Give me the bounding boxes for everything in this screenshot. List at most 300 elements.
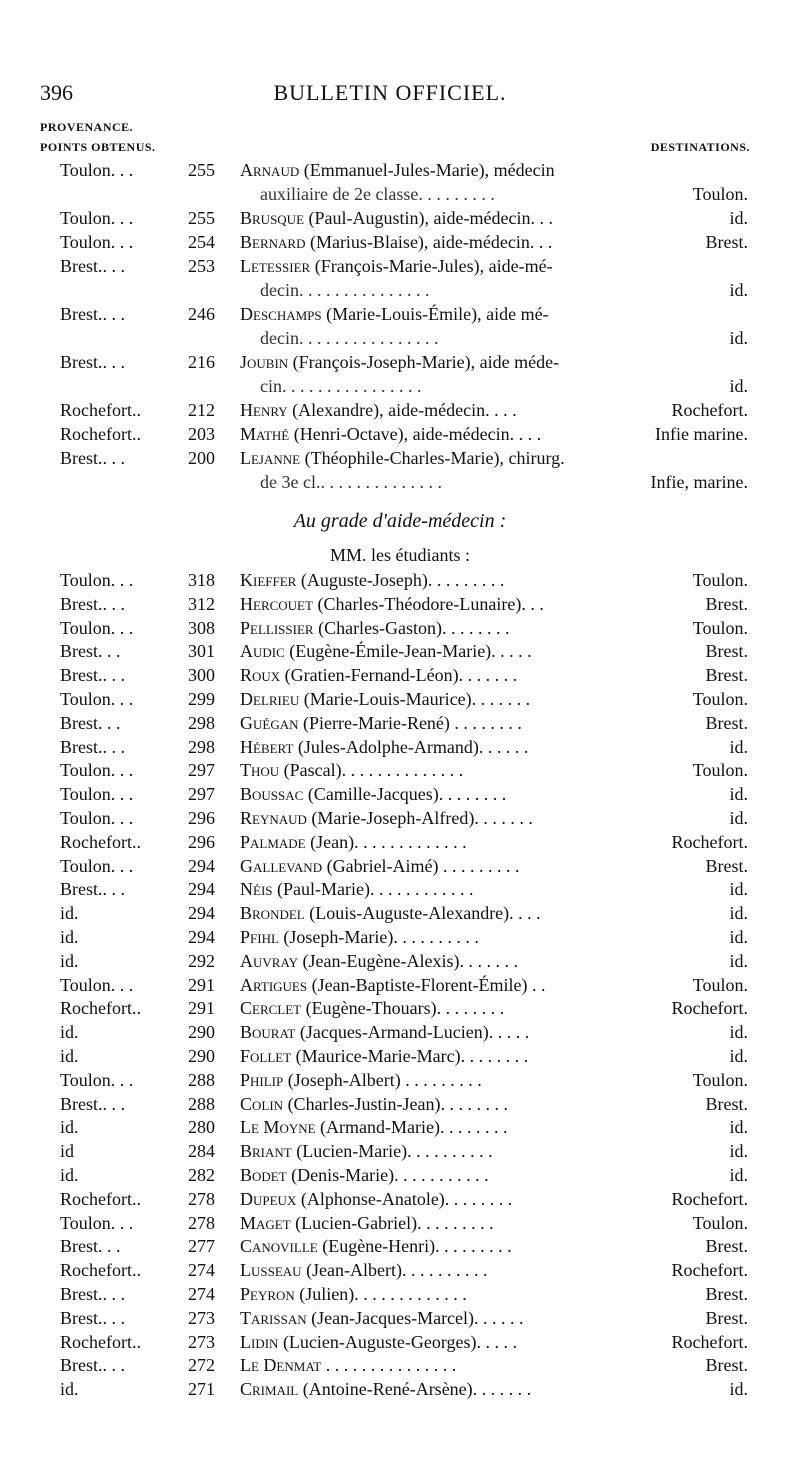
given-names: . . . . . . . . . . . . . . . — [325, 1355, 457, 1375]
points-cell: 280 — [188, 1117, 215, 1137]
provenance-cell: id. — [60, 951, 79, 971]
destination-cell: id. — [729, 1022, 748, 1042]
surname: Cerclet — [240, 998, 302, 1018]
entry-row — [0, 208, 800, 232]
provenance-cell: Brest.. . . — [60, 594, 125, 614]
given-names: (Joseph-Marie). . . . . . . . . . — [283, 927, 479, 947]
points-cell: 255 — [188, 160, 215, 180]
provenance-cell: Toulon. . . — [60, 808, 134, 828]
destination-cell: id. — [729, 1379, 748, 1399]
destinations-header: DESTINATIONS. — [650, 140, 750, 154]
given-names: (Pascal). . . . . . . . . . . . . . — [283, 760, 464, 780]
surname: Palmade — [240, 832, 306, 852]
given-names: (Emmanuel-Jules-Marie), médecin — [303, 160, 555, 180]
points-cell: 291 — [188, 975, 215, 995]
given-names: (Théophile-Charles-Marie), chirurg. — [304, 448, 565, 468]
points-cell: 271 — [188, 1379, 215, 1399]
student-row — [0, 998, 800, 1022]
destination-cell: id. — [729, 1117, 748, 1137]
given-names: (Joseph-Albert) . . . . . . . . . — [287, 1070, 482, 1090]
points-cell: 254 — [188, 232, 215, 252]
student-row — [0, 856, 800, 880]
destination-cell: Toulon. — [692, 570, 748, 590]
surname: Artigues — [240, 975, 308, 995]
destination-cell: id. — [729, 903, 748, 923]
surname: Peyron — [240, 1284, 295, 1304]
given-names: (Jean-Jacques-Marcel). . . . . . — [311, 1308, 524, 1328]
surname: Briant — [240, 1141, 292, 1161]
name-cell — [240, 927, 479, 948]
surname: Lejanne — [240, 448, 301, 468]
name-cell — [240, 1141, 493, 1162]
points-cell: 292 — [188, 951, 215, 971]
destination-cell: id. — [729, 879, 748, 899]
points-cell: 273 — [188, 1308, 215, 1328]
destination-cell: Rochefort. — [671, 400, 748, 420]
surname: Kieffer — [240, 570, 297, 590]
given-names: (François-Joseph-Marie), aide méde- — [292, 352, 560, 372]
student-row — [0, 832, 800, 856]
name-cell — [240, 256, 553, 277]
name-cell — [240, 760, 463, 781]
student-row — [0, 1308, 800, 1332]
surname: Philip — [240, 1070, 284, 1090]
given-names: (Alexandre), aide-médecin. . . . — [292, 400, 517, 420]
provenance-cell: Toulon. . . — [60, 618, 134, 638]
name-cell — [240, 903, 541, 924]
student-row — [0, 879, 800, 903]
given-names: (Louis-Auguste-Alexandre). . . . — [309, 903, 541, 923]
entry-row — [0, 400, 800, 424]
name-cell — [240, 808, 533, 829]
provenance-cell: id. — [60, 1379, 79, 1399]
given-names: (Denis-Marie). . . . . . . . . . . — [291, 1165, 489, 1185]
provenance-cell: id. — [60, 1022, 79, 1042]
section-subheading: Au grade d'aide-médecin : — [293, 510, 507, 532]
points-cell: 284 — [188, 1141, 215, 1161]
surname: Pfihl — [240, 927, 279, 947]
surname: Delrieu — [240, 689, 300, 709]
surname: Néis — [240, 879, 273, 899]
surname: Thou — [240, 760, 280, 780]
student-row — [0, 1213, 800, 1237]
destination-cell: Toulon. — [692, 1213, 748, 1233]
student-row — [0, 1165, 800, 1189]
given-names: (Eugène-Émile-Jean-Marie). . . . . — [289, 641, 532, 661]
points-cell: 200 — [188, 448, 215, 468]
continuation-text: cin. . . . . . . . . . . . . . . . — [260, 376, 422, 396]
points-cell: 290 — [188, 1022, 215, 1042]
destination-cell: Brest. — [705, 1094, 748, 1114]
surname: Guégan — [240, 713, 299, 733]
surname: Hébert — [240, 737, 294, 757]
surname: Audic — [240, 641, 285, 661]
destination-cell: id. — [729, 808, 748, 828]
entry-continuation — [0, 376, 800, 400]
given-names: (Marie-Louis-Émile), aide mé- — [326, 304, 549, 324]
surname: Dupeux — [240, 1189, 297, 1209]
student-row — [0, 618, 800, 642]
points-cell: 255 — [188, 208, 215, 228]
given-names: (Marie-Joseph-Alfred). . . . . . . — [311, 808, 533, 828]
points-cell: 294 — [188, 879, 215, 899]
provenance-cell: Brest.. . . — [60, 665, 125, 685]
destination-cell: id. — [729, 1046, 748, 1066]
provenance-cell: Toulon. . . — [60, 784, 134, 804]
surname: Lusseau — [240, 1260, 302, 1280]
surname: Le Moyne — [240, 1117, 316, 1137]
entry-row — [0, 424, 800, 448]
entry-row — [0, 232, 800, 256]
surname: Le Denmat — [240, 1355, 322, 1375]
student-row — [0, 641, 800, 665]
points-cell: 294 — [188, 927, 215, 947]
name-cell — [240, 424, 541, 445]
points-cell: 274 — [188, 1284, 215, 1304]
destination-cell: id. — [729, 951, 748, 971]
student-row — [0, 784, 800, 808]
given-names: (Antoine-René-Arsène). . . . . . . — [302, 1379, 532, 1399]
student-row — [0, 927, 800, 951]
points-cell: 290 — [188, 1046, 215, 1066]
surname: Boussac — [240, 784, 304, 804]
points-cell: 318 — [188, 570, 215, 590]
student-row — [0, 1070, 800, 1094]
name-cell — [240, 232, 552, 253]
destination-cell: Brest. — [705, 1355, 748, 1375]
provenance-cell: id. — [60, 1117, 79, 1137]
given-names: (Paul-Augustin), aide-médecin. . . — [308, 208, 553, 228]
continuation-text: auxiliaire de 2e classe. . . . . . . . . — [260, 184, 495, 204]
destination-cell: Infie, marine. — [650, 472, 748, 492]
student-row — [0, 1236, 800, 1260]
name-cell — [240, 713, 522, 734]
points-cell: 308 — [188, 618, 215, 638]
given-names: (Lucien-Gabriel). . . . . . . . . — [295, 1213, 494, 1233]
surname: Lidin — [240, 1332, 279, 1352]
points-cell: 203 — [188, 424, 215, 444]
provenance-cell: Rochefort.. — [60, 1332, 141, 1352]
provenance-cell: Brest.. . . — [60, 1308, 125, 1328]
name-cell — [240, 448, 565, 469]
destination-cell: id. — [729, 927, 748, 947]
points-cell: 278 — [188, 1213, 215, 1233]
points-cell: 216 — [188, 352, 215, 372]
surname: Tarissan — [240, 1308, 307, 1328]
given-names: (Auguste-Joseph). . . . . . . . . — [300, 570, 505, 590]
name-cell — [240, 1213, 494, 1234]
given-names: (Jean-Eugène-Alexis). . . . . . . — [302, 951, 518, 971]
points-cell: 288 — [188, 1094, 215, 1114]
name-cell — [240, 208, 553, 229]
provenance-cell: Brest.. . . — [60, 1284, 125, 1304]
entry-row — [0, 256, 800, 280]
given-names: (Marius-Blaise), aide-médecin. . . — [309, 232, 553, 252]
provenance-cell: Brest.. . . — [60, 737, 125, 757]
entry-row — [0, 160, 800, 184]
surname: Canoville — [240, 1236, 318, 1256]
provenance-cell: Toulon. . . — [60, 1070, 134, 1090]
given-names: (Henri-Octave), aide-médecin. . . . — [293, 424, 542, 444]
student-row — [0, 1284, 800, 1308]
given-names: (Julien). . . . . . . . . . . . . — [299, 1284, 467, 1304]
student-row — [0, 1332, 800, 1356]
student-row — [0, 1094, 800, 1118]
provenance-cell: Toulon. . . — [60, 856, 134, 876]
destination-cell: Infie marine. — [655, 424, 748, 444]
name-cell — [240, 400, 517, 421]
student-row — [0, 1046, 800, 1070]
provenance-cell: Rochefort.. — [60, 424, 141, 444]
student-row — [0, 903, 800, 927]
surname: Mathé — [240, 424, 290, 444]
provenance-cell: Brest.. . . — [60, 256, 125, 276]
given-names: (Lucien-Marie). . . . . . . . . . — [296, 1141, 493, 1161]
name-cell — [240, 1332, 517, 1353]
name-cell — [240, 1284, 467, 1305]
provenance-cell: Rochefort.. — [60, 998, 141, 1018]
surname: Letessier — [240, 256, 311, 276]
points-cell: 297 — [188, 760, 215, 780]
points-cell: 272 — [188, 1355, 215, 1375]
points-cell: 298 — [188, 737, 215, 757]
given-names: (Jean-Albert). . . . . . . . . . — [306, 1260, 488, 1280]
destination-cell: Brest. — [705, 1308, 748, 1328]
surname: Follet — [240, 1046, 292, 1066]
surname: Pellissier — [240, 618, 314, 638]
entry-row — [0, 352, 800, 376]
student-row — [0, 1189, 800, 1213]
provenance-header: PROVENANCE. — [40, 120, 134, 134]
name-cell — [240, 1236, 512, 1257]
provenance-cell: id. — [60, 1046, 79, 1066]
given-names: (Jean-Baptiste-Florent-Émile) . . — [311, 975, 546, 995]
surname: Bernard — [240, 232, 306, 252]
name-cell — [240, 1070, 482, 1091]
points-cell: 288 — [188, 1070, 215, 1090]
student-row — [0, 1260, 800, 1284]
name-cell — [240, 304, 549, 325]
provenance-cell: Brest. . . — [60, 1236, 121, 1256]
destination-cell: id. — [729, 376, 748, 396]
provenance-cell: id — [60, 1141, 75, 1161]
destination-cell: id. — [729, 280, 748, 300]
surname: Hercouet — [240, 594, 313, 614]
destination-cell: id. — [729, 1141, 748, 1161]
points-cell: 291 — [188, 998, 215, 1018]
points-cell: 277 — [188, 1236, 215, 1256]
page-number: 396 — [40, 80, 73, 105]
entry-continuation — [0, 472, 800, 496]
destination-cell: Rochefort. — [671, 998, 748, 1018]
student-row — [0, 1379, 800, 1403]
points-cell: 278 — [188, 1189, 215, 1209]
destination-cell: Brest. — [705, 641, 748, 661]
page-title: BULLETIN OFFICIEL. — [273, 80, 507, 105]
name-cell — [240, 1046, 528, 1067]
destination-cell: Toulon. — [692, 760, 748, 780]
points-cell: 312 — [188, 594, 215, 614]
destination-cell: Brest. — [705, 713, 748, 733]
name-cell — [240, 998, 504, 1019]
continuation-text: de 3e cl.. . . . . . . . . . . . . . — [260, 472, 442, 492]
points-cell: 282 — [188, 1165, 215, 1185]
given-names: (Jules-Adolphe-Armand). . . . . . — [297, 737, 529, 757]
continuation-text: decin. . . . . . . . . . . . . . . — [260, 280, 430, 300]
destination-cell: Toulon. — [692, 689, 748, 709]
name-cell — [240, 975, 546, 996]
provenance-cell: Rochefort.. — [60, 1260, 141, 1280]
given-names: (Gratien-Fernand-Léon). . . . . . . — [284, 665, 518, 685]
points-cell: 273 — [188, 1332, 215, 1352]
provenance-cell: Brest. . . — [60, 713, 121, 733]
continuation-text: decin. . . . . . . . . . . . . . . . — [260, 328, 439, 348]
entry-continuation — [0, 184, 800, 208]
given-names: (Armand-Marie). . . . . . . . — [320, 1117, 508, 1137]
name-cell — [240, 1022, 529, 1043]
provenance-cell: Brest.. . . — [60, 1355, 125, 1375]
destination-cell: Brest. — [705, 232, 748, 252]
provenance-cell: Brest.. . . — [60, 1094, 125, 1114]
destination-cell: id. — [729, 328, 748, 348]
provenance-cell: Toulon. . . — [60, 975, 134, 995]
given-names: (Camille-Jacques). . . . . . . . — [307, 784, 507, 804]
provenance-cell: Toulon. . . — [60, 160, 134, 180]
student-row — [0, 975, 800, 999]
entry-continuation — [0, 328, 800, 352]
given-names: (Maurice-Marie-Marc). . . . . . . . — [295, 1046, 529, 1066]
destination-cell: id. — [729, 1165, 748, 1185]
name-cell — [240, 570, 504, 591]
provenance-cell: Brest.. . . — [60, 879, 125, 899]
name-cell — [240, 352, 559, 373]
points-cell: 253 — [188, 256, 215, 276]
provenance-cell: Brest.. . . — [60, 304, 125, 324]
provenance-cell: id. — [60, 903, 79, 923]
given-names: (Paul-Marie). . . . . . . . . . . . — [277, 879, 474, 899]
points-cell: 298 — [188, 713, 215, 733]
entry-continuation — [0, 280, 800, 304]
entry-row — [0, 304, 800, 328]
points-cell: 299 — [188, 689, 215, 709]
name-cell — [240, 832, 467, 853]
destination-cell: Rochefort. — [671, 1332, 748, 1352]
given-names: (François-Marie-Jules), aide-mé- — [314, 256, 553, 276]
provenance-cell: Brest.. . . — [60, 448, 125, 468]
points-cell: 301 — [188, 641, 215, 661]
surname: Auvray — [240, 951, 299, 971]
student-row — [0, 1141, 800, 1165]
surname: Deschamps — [240, 304, 322, 324]
given-names: (Alphonse-Anatole). . . . . . . . — [300, 1189, 513, 1209]
surname: Arnaud — [240, 160, 300, 180]
student-row — [0, 737, 800, 761]
student-row — [0, 713, 800, 737]
provenance-cell: Toulon. . . — [60, 1213, 134, 1233]
given-names: (Eugène-Henri). . . . . . . . . — [322, 1236, 512, 1256]
student-row — [0, 760, 800, 784]
student-row — [0, 1022, 800, 1046]
surname: Maget — [240, 1213, 291, 1233]
destination-cell: Brest. — [705, 856, 748, 876]
students-label: MM. les étudiants : — [330, 545, 470, 565]
name-cell — [240, 641, 532, 662]
points-cell: 274 — [188, 1260, 215, 1280]
provenance-cell: Brest.. . . — [60, 352, 125, 372]
provenance-cell: Rochefort.. — [60, 400, 141, 420]
destination-cell: Rochefort. — [671, 1189, 748, 1209]
name-cell — [240, 1379, 531, 1400]
name-cell — [240, 160, 555, 181]
surname: Joubin — [240, 352, 289, 372]
destination-cell: Brest. — [705, 1236, 748, 1256]
student-row — [0, 1117, 800, 1141]
surname: Reynaud — [240, 808, 307, 828]
provenance-cell: Toulon. . . — [60, 232, 134, 252]
given-names: (Pierre-Marie-René) . . . . . . . . — [303, 713, 522, 733]
student-row — [0, 689, 800, 713]
name-cell — [240, 737, 528, 758]
points-cell: 300 — [188, 665, 215, 685]
name-cell — [240, 1189, 512, 1210]
given-names: (Charles-Justin-Jean). . . . . . . . — [287, 1094, 509, 1114]
surname: Brusque — [240, 208, 305, 228]
points-header: POINTS OBTENUS. — [40, 140, 156, 154]
provenance-cell: Toulon. . . — [60, 570, 134, 590]
page-header — [40, 80, 740, 106]
given-names: (Eugène-Thouars). . . . . . . . — [305, 998, 505, 1018]
given-names: (Charles-Gaston). . . . . . . . — [318, 618, 510, 638]
destination-cell: Brest. — [705, 1284, 748, 1304]
points-cell: 212 — [188, 400, 215, 420]
provenance-cell: Rochefort.. — [60, 832, 141, 852]
student-row — [0, 594, 800, 618]
given-names: (Marie-Louis-Maurice). . . . . . . — [303, 689, 531, 709]
surname: Brondel — [240, 903, 305, 923]
destination-cell: Toulon. — [692, 975, 748, 995]
name-cell — [240, 1165, 489, 1186]
provenance-cell: Rochefort.. — [60, 1189, 141, 1209]
name-cell — [240, 879, 473, 900]
name-cell — [240, 1260, 488, 1281]
surname: Gallevand — [240, 856, 323, 876]
surname: Bodet — [240, 1165, 287, 1185]
provenance-cell: id. — [60, 927, 79, 947]
name-cell — [240, 1094, 508, 1115]
student-row — [0, 951, 800, 975]
points-cell: 296 — [188, 808, 215, 828]
destination-cell: Rochefort. — [671, 1260, 748, 1280]
given-names: (Charles-Théodore-Lunaire). . . — [317, 594, 544, 614]
provenance-cell: Toulon. . . — [60, 689, 134, 709]
destination-cell: Toulon. — [692, 184, 748, 204]
destination-cell: Toulon. — [692, 1070, 748, 1090]
surname: Roux — [240, 665, 281, 685]
points-cell: 246 — [188, 304, 215, 324]
destination-cell: Brest. — [705, 665, 748, 685]
destination-cell: id. — [729, 784, 748, 804]
given-names: (Jean). . . . . . . . . . . . . — [310, 832, 467, 852]
name-cell — [240, 1117, 508, 1138]
name-cell — [240, 689, 530, 710]
given-names: (Lucien-Auguste-Georges). . . . . — [282, 1332, 518, 1352]
destination-cell: id. — [729, 208, 748, 228]
student-row — [0, 665, 800, 689]
points-cell: 294 — [188, 903, 215, 923]
surname: Bourat — [240, 1022, 296, 1042]
name-cell — [240, 784, 506, 805]
points-cell: 296 — [188, 832, 215, 852]
